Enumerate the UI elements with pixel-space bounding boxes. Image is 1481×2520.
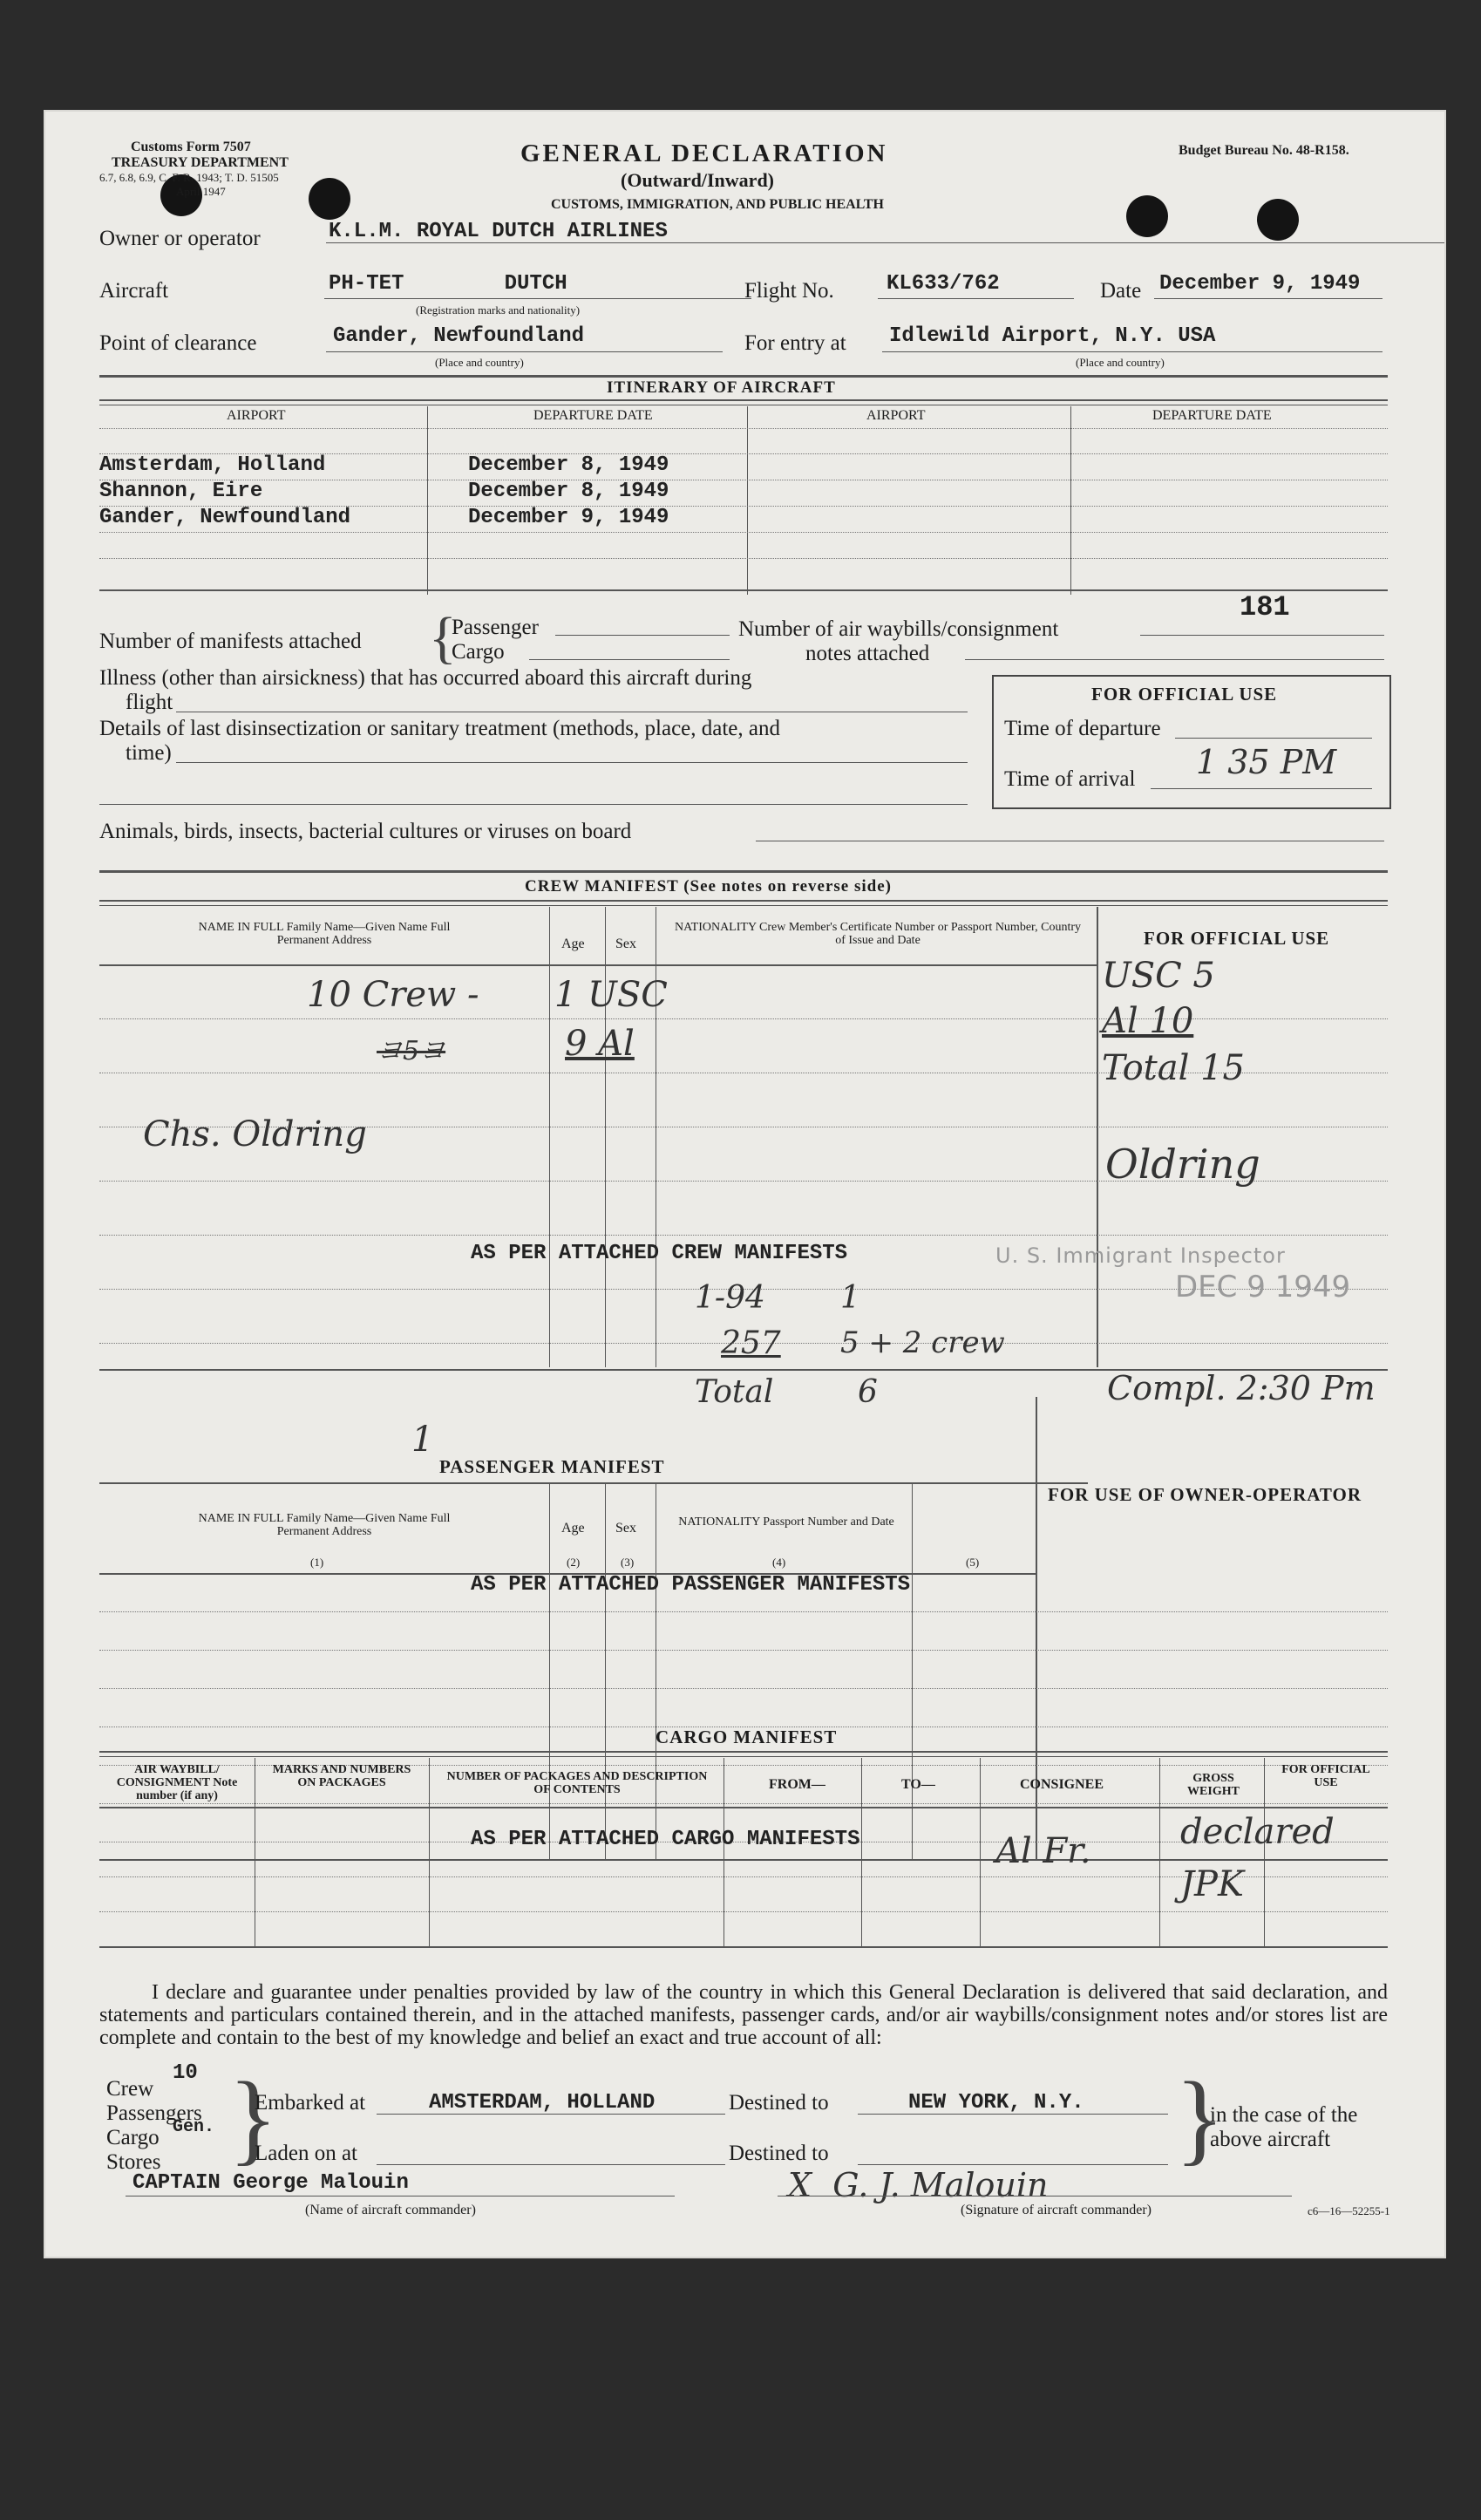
owner-label: Owner or operator [99,227,261,250]
passengers-count-label: Passengers [106,2101,202,2125]
hand-initials: JPK [1180,1864,1244,1904]
passenger-attached-note: AS PER ATTACHED PASSENGER MANIFESTS [471,1573,911,1597]
hand-declared: declared [1180,1812,1335,1852]
declaration-brace: } [228,2060,278,2175]
form-number: Customs Form 7507 [131,140,251,154]
destined-label: Destined to [729,2091,829,2115]
itinerary-col-airport: AIRPORT [227,408,286,423]
hand-line-2b: 5 + 2 crew [840,1325,1005,1360]
hand-struck: ヨ5ヨ [377,1036,446,1066]
general-declaration-form [45,112,1444,2257]
clearance-value: Gander, Newfoundland [333,324,585,348]
itinerary-airport-1: Amsterdam, Holland [99,453,326,477]
destined-value: NEW YORK, N.Y. [908,2091,1084,2115]
disinsect-label-2: time) [126,741,172,765]
crew-col-sex: Sex [615,936,636,951]
passenger-col-nationality-no: (4) [772,1556,786,1569]
passenger-col-age: Age [561,1521,585,1536]
waybills-label-2: notes attached [805,642,930,665]
aircraft-note: (Registration marks and nationality) [416,303,581,317]
hand-line-1a: 1-94 [695,1280,765,1316]
itinerary-col-departure: DEPARTURE DATE [533,408,653,423]
itinerary-airport-3: Gander, Newfoundland [99,506,351,529]
punch-hole [1126,195,1168,237]
crew-col-nationality: NATIONALITY Crew Member's Certificate Number or Passport Number, Country of Issue and Date [674,921,1082,947]
date-value: December 9, 1949 [1159,272,1361,296]
cargo-col-from: FROM— [769,1777,825,1792]
itinerary-date-1: December 8, 1949 [468,453,669,477]
hand-completed: Compl. 2:30 Pm [1107,1369,1376,1407]
owner-operator-use: FOR USE OF OWNER-OPERATOR [1048,1484,1362,1505]
case-note-2: above aircraft [1210,2128,1331,2151]
crew-attached-note: AS PER ATTACHED CREW MANIFESTS [471,1242,848,1265]
passenger-manifest-title: PASSENGER MANIFEST [439,1456,665,1477]
flight-label: Flight No. [744,279,834,303]
punch-hole [309,178,350,220]
hand-inspector-signature: Oldring [1105,1141,1260,1188]
passenger-col-name-no: (1) [310,1556,324,1569]
commander-signature: X G. J. Malouin [788,2166,1049,2204]
hand-all: 9 Al [565,1024,635,1064]
entry-note: (Place and country) [1076,356,1165,369]
official-use-title: FOR OFFICIAL USE [1091,684,1278,705]
itinerary-airport-2: Shannon, Eire [99,480,263,503]
aircraft-label: Aircraft [99,279,169,303]
print-code: c6—16—52255-1 [1308,2204,1390,2217]
arrival-time-label: Time of arrival [1004,767,1136,791]
stores-count-label: Stores [106,2150,161,2174]
passenger-col-sex-no: (3) [621,1556,635,1569]
passenger-col-nationality: NATIONALITY Passport Number and Date [678,1515,894,1529]
entry-value: Idlewild Airport, N.Y. USA [889,324,1216,348]
waybills-value: 181 [1240,591,1290,623]
destined-label-2: Destined to [729,2142,829,2165]
declaration-text: I declare and guarantee under penalties provided by law of the country in which this General Declaration is delivered that said declaration, and statements and particulars contained therein, and in the attached manifests, passenger cards, and/or air waybills/consignment notes and/or stores list are complete and contain to the best of my knowledge and belief an exact and true account of all: [99,1981,1388,2049]
budget-bureau: Budget Bureau No. 48-R158. [1179,143,1349,158]
cargo-count-label: Cargo [106,2126,160,2149]
cargo-col-marks: MARKS AND NUMBERS ON PACKAGES [272,1763,411,1789]
passenger-col-5: (5) [966,1556,980,1569]
disinsect-label: Details of last disinsectization or sanitary treatment (methods, place, date, and [99,717,780,740]
cargo-col-packages: NUMBER OF PACKAGES AND DESCRIPTION OF CONTENTS [446,1770,708,1796]
hand-cargo-mark: Al Fr. [995,1831,1091,1871]
passengers-count-value: Gen. [173,2117,215,2137]
cargo-col-consignee: CONSIGNEE [1020,1777,1104,1792]
waybills-label: Number of air waybills/consignment [738,617,1059,641]
crew-col-name: NAME IN FULL Family Name—Given Name Full Permanent Address [198,921,451,947]
cargo-label: Cargo [452,640,505,664]
form-date: April 1947 [176,185,226,198]
hand-line-1b: 1 [840,1280,860,1316]
hand-tally-all: Al 10 [1102,1001,1194,1041]
commander-name: CAPTAIN George Malouin [132,2171,409,2195]
clearance-label: Point of clearance [99,331,257,355]
case-note: in the case of the [1210,2103,1358,2127]
commander-signature-label: (Signature of aircraft commander) [961,2203,1152,2217]
passenger-label: Passenger [452,616,539,639]
hand-crew-count: 10 Crew - [307,975,479,1015]
itinerary-date-2: December 8, 1949 [468,480,669,503]
aircraft-value: PH-TET DUTCH [329,272,567,296]
crew-col-official: FOR OFFICIAL USE [1144,928,1330,949]
crew-count-label: Crew [106,2077,154,2101]
departure-time-label: Time of departure [1004,717,1161,740]
hand-inspector-name: Chs. Oldring [143,1114,367,1154]
arrival-time-value: 1 35 PM [1196,743,1337,781]
clearance-note: (Place and country) [435,356,524,369]
cargo-attached-note: AS PER ATTACHED CARGO MANIFESTS [471,1828,860,1851]
embarked-label: Embarked at [255,2091,366,2115]
illness-label: Illness (other than airsickness) that has occurred aboard this aircraft during [99,666,752,690]
brace: { [429,606,457,670]
passenger-col-name: NAME IN FULL Family Name—Given Name Full Permanent Address [198,1512,451,1538]
passenger-col-sex: Sex [615,1521,636,1536]
commander-name-label: (Name of aircraft commander) [305,2203,476,2217]
illness-label-2: flight [126,691,173,714]
animals-label: Animals, birds, insects, bacterial cultures or viruses on board [99,820,632,843]
itinerary-date-3: December 9, 1949 [468,506,669,529]
cargo-col-to: TO— [901,1777,935,1792]
hand-tally-total: Total 15 [1102,1048,1245,1088]
inspector-stamp-date: DEC 9 1949 [1175,1270,1351,1304]
cargo-col-waybill: AIR WAYBILL/ CONSIGNMENT Note number (if any) [116,1763,238,1802]
form-subtitle: (Outward/Inward) [621,169,775,191]
hand-passenger-count: 1 [411,1420,434,1460]
hand-usc: 1 USC [554,975,668,1015]
manifests-label: Number of manifests attached [99,630,362,653]
cargo-col-official: FOR OFFICIAL USE [1281,1763,1370,1789]
case-brace: } [1175,2060,1225,2175]
hand-line-2a: 257 [721,1325,781,1361]
hand-line-3a: Total [695,1374,774,1410]
hand-line-3b: 6 [858,1374,878,1410]
inspector-stamp-title: U. S. Immigrant Inspector [995,1243,1286,1268]
passenger-col-age-no: (2) [567,1556,581,1569]
laden-label: Laden on at [255,2142,358,2165]
cargo-col-weight: GROSS WEIGHT [1187,1772,1240,1798]
date-label: Date [1100,279,1142,303]
entry-label: For entry at [744,331,846,355]
form-title: GENERAL DECLARATION [520,140,888,167]
punch-hole [1257,199,1299,241]
itinerary-col-airport-2: AIRPORT [866,408,926,423]
cargo-manifest-title: CARGO MANIFEST [656,1727,838,1747]
flight-value: KL633/762 [887,272,1000,296]
crew-manifest-title: CREW MANIFEST (See notes on reverse side) [525,877,892,896]
treasury-dept: TREASURY DEPARTMENT [112,155,289,170]
itinerary-title: ITINERARY OF AIRCRAFT [607,378,836,397]
owner-value: K.L.M. ROYAL DUTCH AIRLINES [329,220,668,243]
hand-tally-usc: USC 5 [1102,956,1215,996]
itinerary-col-departure-2: DEPARTURE DATE [1152,408,1272,423]
crew-col-age: Age [561,936,585,951]
cfr-refs: 6.7, 6.8, 6.9, C. F. R. 1943; T. D. 51505 [99,171,279,184]
crew-count-value: 10 [173,2061,198,2085]
embarked-value: AMSTERDAM, HOLLAND [429,2091,656,2115]
agencies: CUSTOMS, IMMIGRATION, AND PUBLIC HEALTH [551,197,884,212]
